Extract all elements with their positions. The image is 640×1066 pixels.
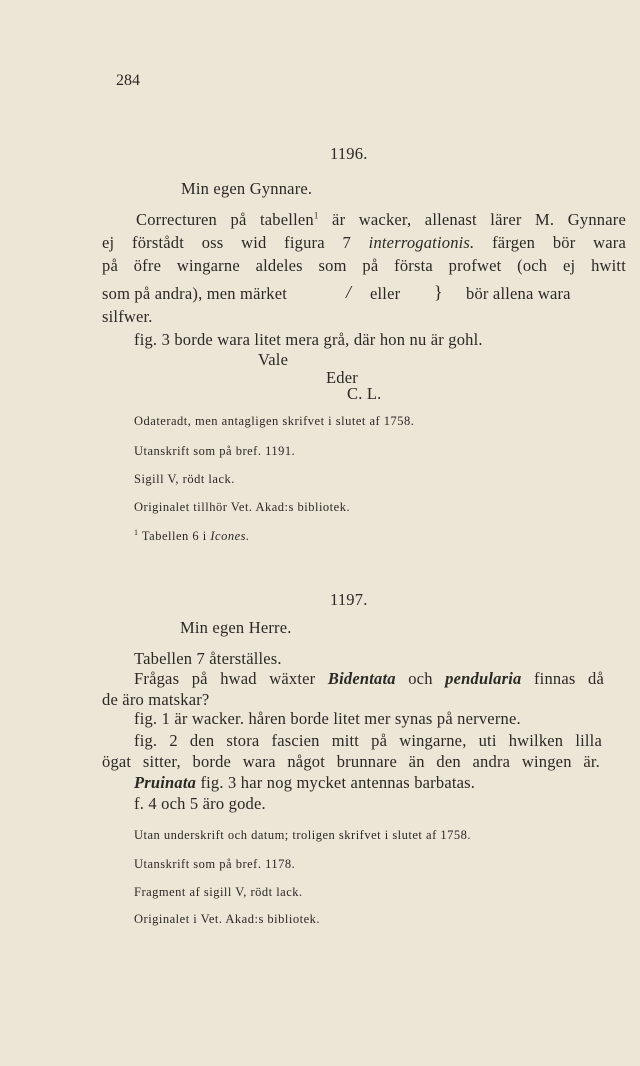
editor-note: Originalet i Vet. Akad:s bibliotek. (134, 912, 320, 926)
editor-note: Utanskrift som på bref. 1191. (134, 444, 296, 458)
signature-initials: C. L. (347, 384, 382, 403)
text-line: Correcturen på tabellen$^1$ är wacker, allenast lärer M. Gynnare (136, 210, 626, 229)
editor-note: Odateradt, men antagligen skrifvet i slutet af 1758. (134, 414, 415, 428)
text-line: fig. 1 är wacker. håren borde litet mer synas på nerverne. (134, 709, 521, 728)
footnote: $^1$ Tabellen 6 i Icones. (134, 528, 250, 544)
page-number: 284 (116, 72, 140, 89)
editor-note: Fragment af sigill V, rödt lack. (134, 885, 303, 899)
text-line: på öfre wingarne aldeles som på första profwet (och ej hwitt (102, 256, 626, 275)
text-line: Frågas på hwad wäxter Bidentata och pendularia finnas då (134, 669, 604, 688)
text-line: som på andra), men märket / eller } bör allena wara (102, 282, 571, 303)
mark-symbol: } (434, 282, 443, 302)
text-line: Tabellen 7 återställes. (134, 649, 282, 668)
text-line: Pruinata fig. 3 har nog mycket antennas barbatas. (134, 773, 476, 792)
text-line: ögat sitter, borde wara något brunnare än den andra wingen är. (102, 752, 600, 771)
salutation: Min egen Gynnare. (181, 179, 313, 198)
letter-number: 1197. (330, 590, 368, 609)
editor-note: Utan underskrift och datum; troligen skrifvet i slutet af 1758. (134, 828, 471, 842)
text-line: de äro matskar? (102, 690, 210, 709)
signature-line: Eder (326, 368, 358, 387)
mark-symbol: / (346, 282, 352, 302)
letter-number: 1196. (330, 144, 368, 163)
text-line: fig. 3 borde wara litet mera grå, där hon nu är gohl. (134, 330, 483, 349)
closing: Vale (258, 350, 289, 369)
editor-note: Sigill V, rödt lack. (134, 472, 235, 486)
text-line: f. 4 och 5 äro gode. (134, 794, 266, 813)
text-line: silfwer. (102, 307, 153, 326)
text-line: ej förstådt oss wid figura 7 interrogationis. färgen bör wara (102, 233, 627, 252)
text-line: fig. 2 den stora fascien mitt på wingarne, uti hwilken lilla (134, 731, 602, 750)
editor-note: Utanskrift som på bref. 1178. (134, 857, 296, 871)
editor-note: Originalet tillhör Vet. Akad:s bibliotek. (134, 500, 351, 514)
salutation: Min egen Herre. (180, 618, 292, 637)
